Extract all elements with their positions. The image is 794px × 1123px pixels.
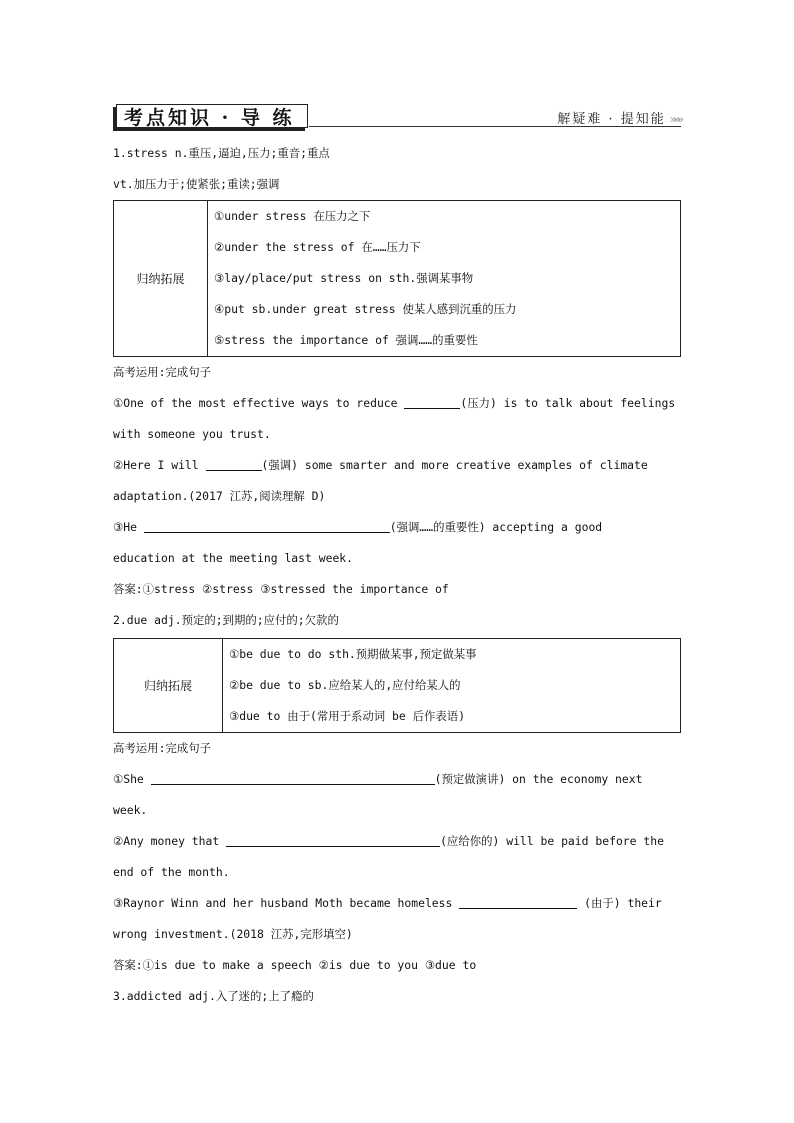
s2-q3-text-a: ③Raynor Winn and her husband Moth became homeless — [113, 896, 460, 910]
s2-usage-title: 高考运用:完成句子 — [113, 741, 211, 755]
s1-heading: 1.stress n.重压,逼迫,压力;重音;重点 — [113, 146, 330, 160]
s1-q3-text-a: ③He — [113, 520, 144, 534]
s1-q2-text-b: (强调) some smarter and more creative examples of climate — [261, 458, 648, 472]
s2-question-3 — [113, 888, 681, 919]
s2-summary-item: ①be due to do sth.预期做某事,预定做某事 — [229, 647, 477, 661]
section-header — [113, 100, 681, 132]
s1-q1-blank[interactable] — [404, 395, 460, 409]
header-slogan — [557, 108, 681, 127]
s1-usage-title: 高考运用:完成句子 — [113, 365, 211, 379]
s2-summary-items — [223, 639, 681, 733]
s1-q1-text-b: (压力) is to talk about feelings — [460, 396, 676, 410]
s1-summary-items — [208, 201, 681, 357]
s2-q1-blank[interactable] — [151, 771, 435, 785]
section-title: 考点知识 · 导 练 — [124, 106, 295, 129]
s2-q3-continuation: wrong investment.(2018 江苏,完形填空) — [113, 927, 353, 941]
s2-q2-text-b: (应给你的) will be paid before the — [440, 834, 664, 848]
s1-summary-item: ④put sb.under great stress 使某人感到沉重的压力 — [214, 302, 517, 316]
s1-q1-text-a: ①One of the most effective ways to reduce — [113, 396, 405, 410]
s1-q3-continuation: education at the meeting last week. — [113, 551, 354, 565]
s2-heading: 2.due adj.预定的;到期的;应付的;欠款的 — [113, 613, 339, 627]
s1-q3-text-b: (强调……的重要性) accepting a good — [389, 520, 603, 534]
s2-q1-text-a: ①She — [113, 772, 151, 786]
s1-answer: 答案:①stress ②stress ③stressed the importance of — [113, 582, 449, 596]
s1-summary-item: ③lay/place/put stress on sth.强调某事物 — [214, 271, 474, 285]
s1-q2-blank[interactable] — [206, 457, 262, 471]
s1-vt-meaning: vt.加压力于;使紧张;重读;强调 — [113, 177, 280, 191]
s2-q1-text-b: (预定做演讲) on the economy next — [434, 772, 643, 786]
s1-q2-continuation: adaptation.(2017 江苏,阅读理解 D) — [113, 489, 326, 503]
s2-q2-blank[interactable] — [226, 833, 440, 847]
s2-question-1 — [113, 764, 681, 795]
s1-question-2 — [113, 450, 681, 481]
document-page — [113, 100, 681, 1012]
s1-summary-item: ⑤stress the importance of 强调……的重要性 — [214, 333, 478, 347]
s2-answer: 答案:①is due to make a speech ②is due to you ③due to — [113, 958, 477, 972]
s1-question-1 — [113, 388, 681, 419]
s2-question-2 — [113, 826, 681, 857]
s1-summary-item: ①under stress 在压力之下 — [214, 209, 371, 223]
s2-q2-continuation: end of the month. — [113, 865, 230, 879]
header-slogan-text: 解疑难 · 提知能 — [557, 112, 666, 127]
s2-q2-text-a: ②Any money that — [113, 834, 227, 848]
s1-summary-label: 归纳拓展 — [114, 201, 208, 357]
s1-q2-text-a: ②Here I will — [113, 458, 206, 472]
s2-q3-blank[interactable] — [459, 895, 577, 909]
s2-summary-item: ③due to 由于(常用于系动词 be 后作表语) — [229, 709, 466, 723]
s3-heading: 3.addicted adj.入了迷的;上了瘾的 — [113, 989, 314, 1003]
s1-q1-continuation: with someone you trust. — [113, 427, 271, 441]
s2-summary-table — [113, 638, 681, 733]
s1-summary-table — [113, 200, 681, 357]
s2-summary-label: 归纳拓展 — [114, 639, 223, 733]
s1-summary-item: ②under the stress of 在……压力下 — [214, 240, 421, 254]
s2-q1-continuation: week. — [113, 803, 148, 817]
s2-q3-text-b: (由于) their — [577, 896, 662, 910]
chevron-right-icon: »»» — [669, 113, 681, 126]
s2-summary-item: ②be due to sb.应给某人的,应付给某人的 — [229, 678, 461, 692]
s1-question-3 — [113, 512, 681, 543]
s1-q3-blank[interactable] — [144, 519, 390, 533]
section-title-box — [116, 104, 308, 128]
